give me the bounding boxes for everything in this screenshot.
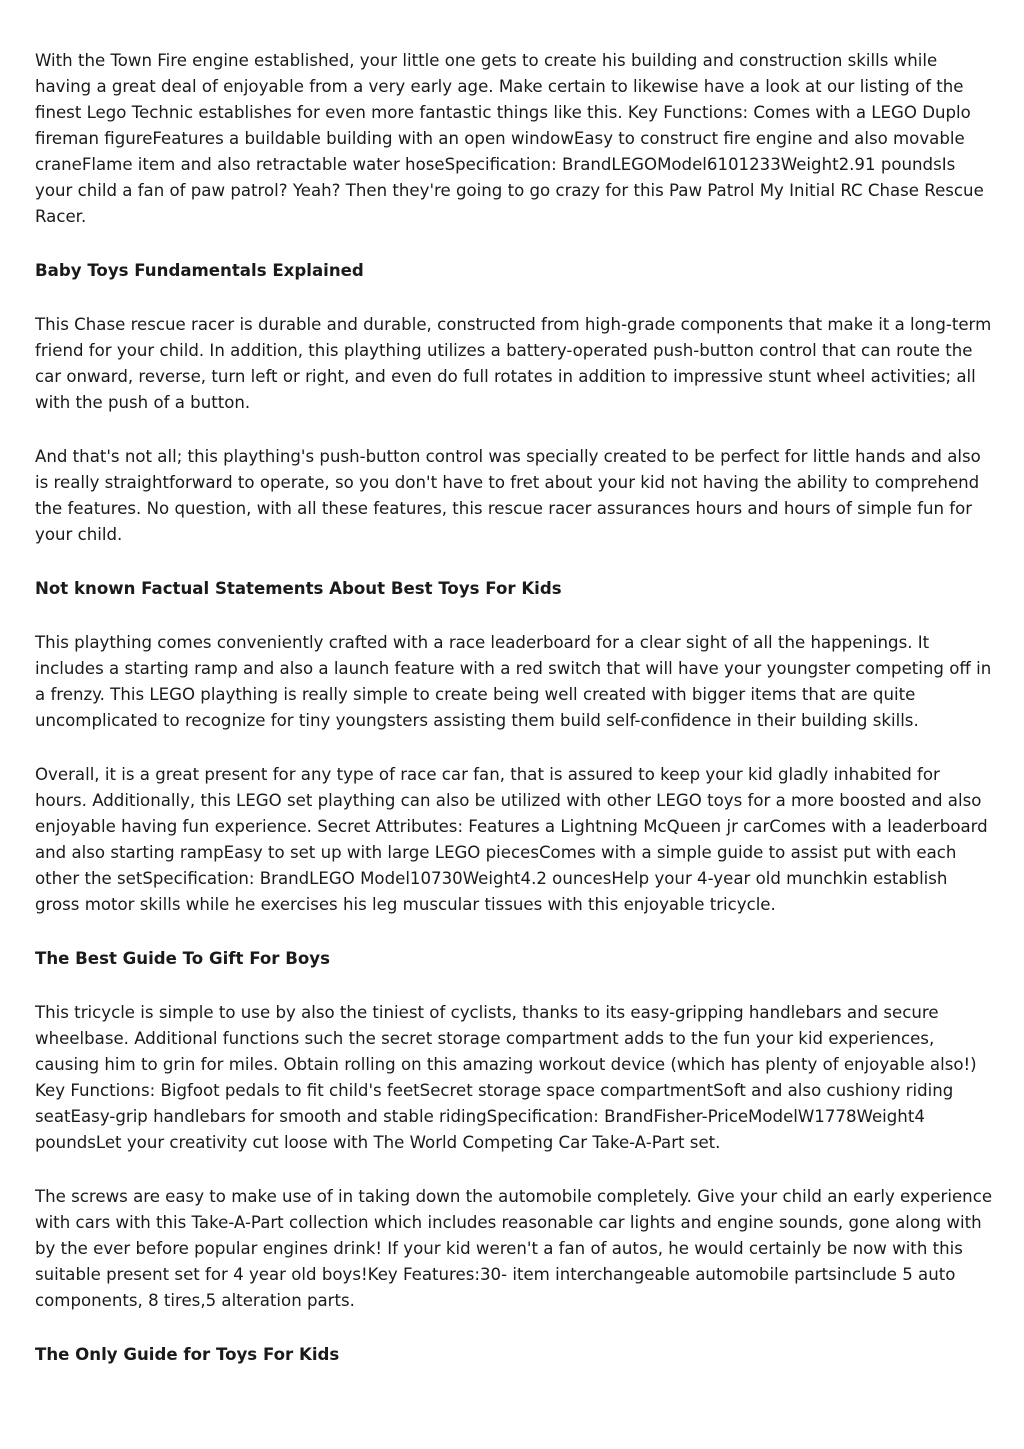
paragraph-push-button: And that's not all; this plaything's push-button control was specially created to be perfect for little hands and also is really straightforward to operate, so you don't have to fret about your kid not having the ability to comprehend the features. No question, with all these features, this rescue racer assurances hours and hours of simple fun for your child.	[35, 447, 981, 544]
paragraph-race-car-fan: Overall, it is a great present for any type of race car fan, that is assured to keep your kid gladly inhabited for hours. Additionally, this LEGO set plaything can also be utilized with other LEGO toys for a more boosted and also enjoyable having fun experience. Secret Attributes: Features a Lightning McQueen jr carComes with a leaderboard and also starting rampEasy to set up with large LEGO piecesComes with a simple guide to assist put with each other the setSpecification: BrandLEGO Model10730Weight4.2 ouncesHelp your 4-year old munchkin establish gross motor skills while he exercises his leg muscular tissues with this enjoyable tricycle.	[35, 765, 988, 914]
paragraph-tricycle: This tricycle is simple to use by also the tiniest of cyclists, thanks to its easy-gripping handlebars and secure wheelbase. Additional functions such the secret storage compartment adds to the fun your kid experiences, causing him to grin for miles. Obtain rolling on this amazing workout device (which has plenty of enjoyable also!) Key Functions: Bigfoot pedals to fit child's feetSecret storage space compartmentSoft and also cushiony riding seatEasy-grip handlebars for smooth and stable ridingSpecification: BrandFisher-PriceModelW1778Weight4 poundsLet your creativity cut loose with The World Competing Car Take-A-Part set.	[35, 1003, 977, 1152]
paragraph-take-a-part: The screws are easy to make use of in taking down the automobile completely. Give your child an early experience with cars with this Take-A-Part collection which includes reasonable car lights and engine sounds, gone along with by the ever before popular engines drink! If your kid weren't a fan of autos, he would certainly be now with this suitable present set for 4 year old boys!Key Features:30- item interchangeable automobile partsinclude 5 auto components, 8 tires,5 alteration parts.	[35, 1187, 993, 1310]
document-body	[35, 48, 995, 1396]
heading-toys-for-kids: The Only Guide for Toys For Kids	[35, 1345, 340, 1364]
paragraph-chase-racer: This Chase rescue racer is durable and durable, constructed from high-grade components that make it a long-term friend for your child. In addition, this plaything utilizes a battery-operated push-button control that can route the car onward, reverse, turn left or right, and even do full rotates in addition to impressive stunt wheel activities; all with the push of a button.	[35, 315, 992, 412]
heading-best-toys: Not known Factual Statements About Best Toys For Kids	[35, 579, 562, 598]
paragraph-leaderboard: This plaything comes conveniently crafted with a race leaderboard for a clear sight of all the happenings. It includes a starting ramp and also a launch feature with a red switch that will have your youngster competing off in a frenzy. This LEGO plaything is really simple to create being well created with bigger items that are quite uncomplicated to recognize for tiny youngsters assisting them build self-confidence in their building skills.	[35, 633, 992, 730]
heading-baby-toys: Baby Toys Fundamentals Explained	[35, 261, 364, 280]
heading-gift-for-boys: The Best Guide To Gift For Boys	[35, 949, 330, 968]
paragraph-intro: With the Town Fire engine established, your little one gets to create his building and construction skills while having a great deal of enjoyable from a very early age. Make certain to likewise have a look at our listing of the finest Lego Technic establishes for even more fantastic things like this. Key Functions: Comes with a LEGO Duplo fireman figureFeatures a buildable building with an open windowEasy to construct fire engine and also movable craneFlame item and also retractable water hoseSpecification: BrandLEGOModel6101233Weight2.91 poundsIs your child a fan of paw patrol? Yeah? Then they're going to go crazy for this Paw Patrol My Initial RC Chase Rescue Racer.	[35, 51, 984, 226]
